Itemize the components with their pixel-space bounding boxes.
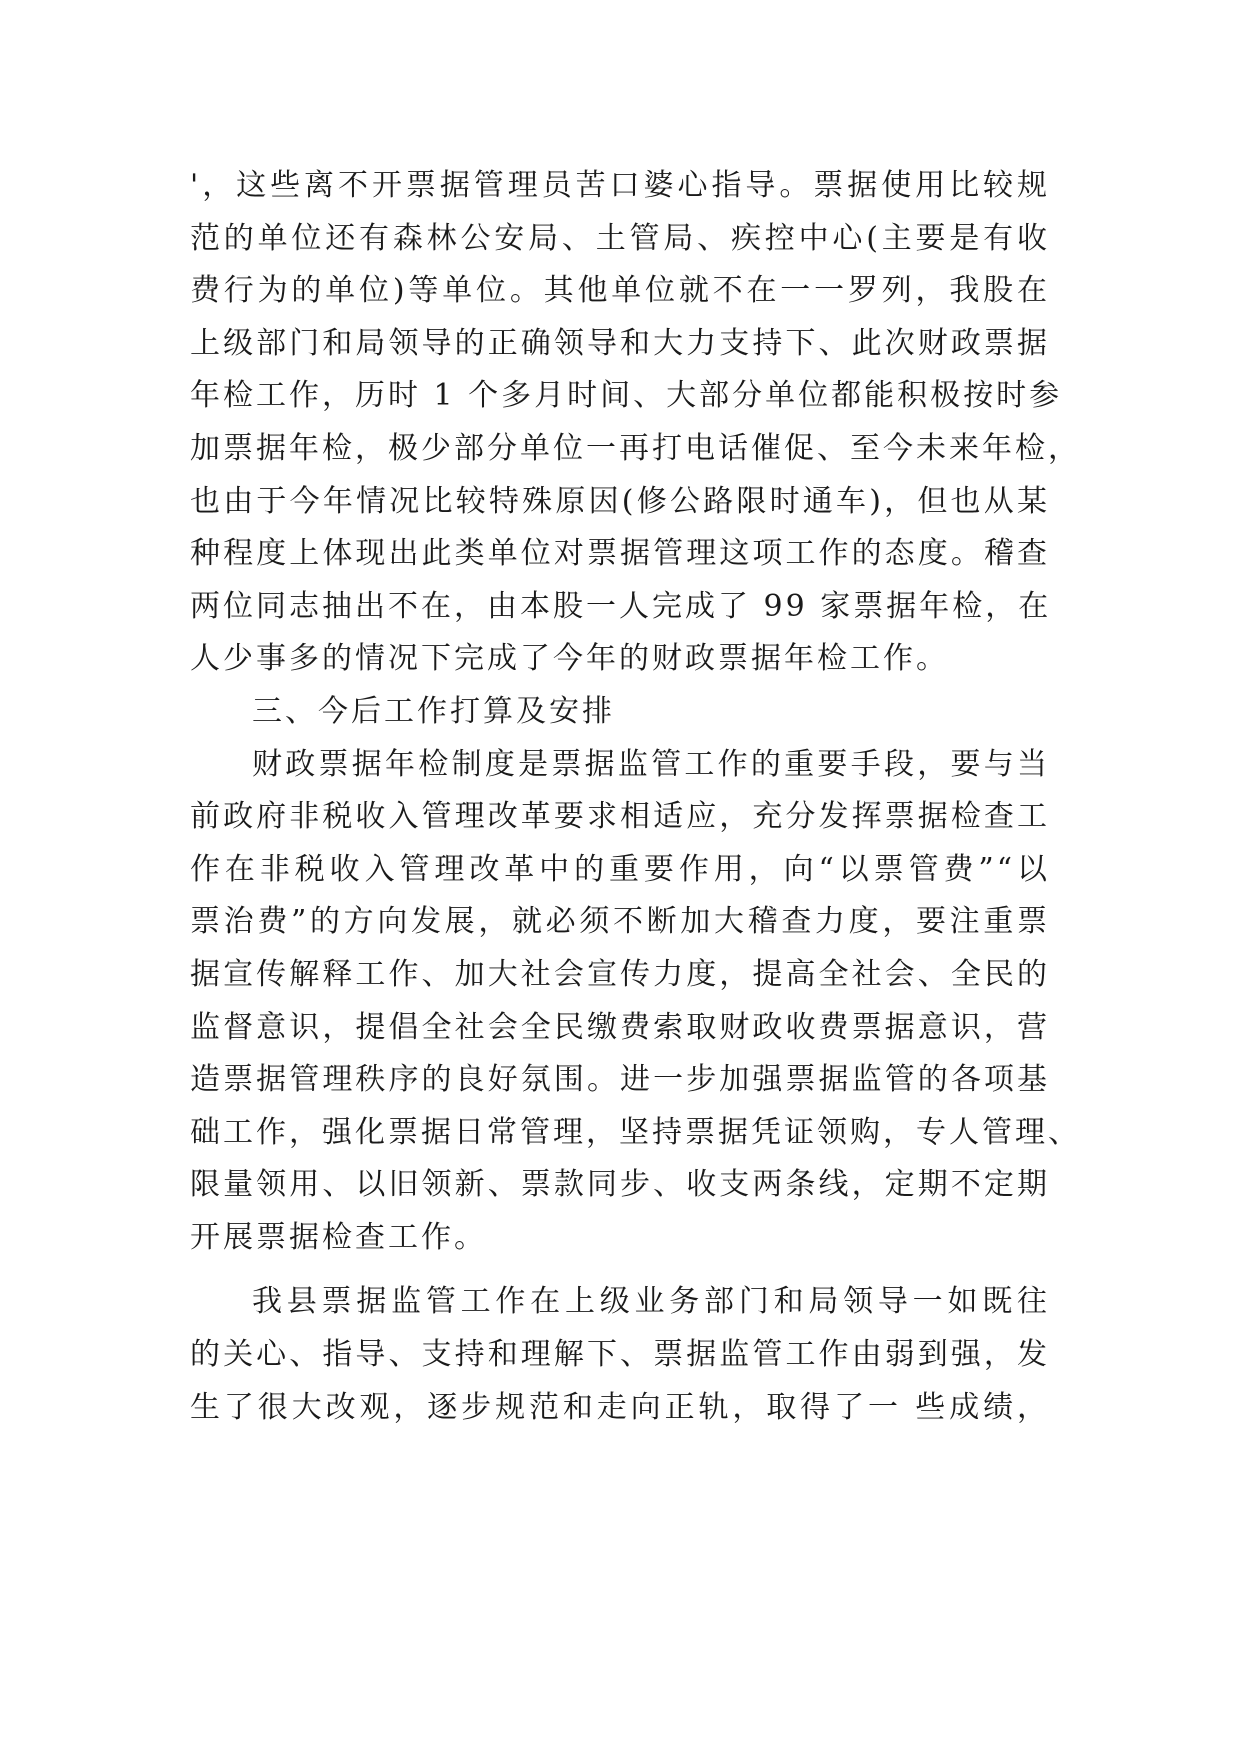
text-line: 监督意识，提倡全社会全民缴费索取财政收费票据意识，营 [190, 1009, 1050, 1045]
text-line: 加票据年检，极少部分单位一再打电话催促、至今未来年检， [190, 430, 1081, 466]
text-line: 据宣传解释工作、加大社会宣传力度，提高全社会、全民的 [190, 956, 1050, 992]
text-line: 上级部门和局领导的正确领导和大力支持下、此次财政票据 [190, 325, 1050, 361]
text-line: 年检工作，历时 1 个多月时间、大部分单位都能积极按时参 [190, 378, 1063, 414]
paragraph-gap [190, 1264, 1050, 1276]
paragraph-first-line: 财政票据年检制度是票据监管工作的重要手段，要与当 [252, 746, 1050, 782]
text-line: 前政府非税收入管理改革要求相适应，充分发挥票据检查工 [190, 799, 1050, 835]
text-line: 也由于今年情况比较特殊原因(修公路限时通车)，但也从某 [190, 483, 1050, 519]
text-line: 础工作，强化票据日常管理，坚持票据凭证领购，专人管理、 [190, 1114, 1081, 1150]
section-heading: 三、今后工作打算及安排 [252, 693, 615, 729]
text-line: 费行为的单位)等单位。其他单位就不在一一罗列，我股在 [190, 273, 1050, 309]
text-line: 范的单位还有森林公安局、土管局、疾控中心(主要是有收 [190, 220, 1050, 256]
text-line: 造票据管理秩序的良好氛围。进一步加强票据监管的各项基 [190, 1062, 1050, 1098]
text-line: 生了很大改观，逐步规范和走向正轨，取得了一 些成绩， [190, 1389, 1050, 1425]
text-line: 的关心、指导、支持和理解下、票据监管工作由弱到强，发 [190, 1337, 1050, 1373]
paragraph-first-line: 我县票据监管工作在上级业务部门和局领导一如既往 [252, 1284, 1050, 1320]
document-body [190, 160, 1081, 1434]
text-line: 作在非税收入管理改革中的重要作用，向“以票管费”“以 [190, 851, 1050, 887]
text-line: 两位同志抽出不在，由本股一人完成了 99 家票据年检，在 [190, 588, 1052, 624]
text-line: 开展票据检查工作。 [190, 1219, 487, 1255]
text-line: 限量领用、以旧领新、票款同步、收支两条线，定期不定期 [190, 1167, 1050, 1203]
text-line: '，这些离不开票据管理员苦口婆心指导。票据使用比较规 [190, 168, 1050, 203]
text-line: 票治费”的方向发展，就必须不断加大稽查力度，要注重票 [190, 904, 1050, 940]
text-line: 种程度上体现出此类单位对票据管理这项工作的态度。稽查 [190, 536, 1050, 572]
text-line: 人少事多的情况下完成了今年的财政票据年检工作。 [190, 641, 949, 677]
